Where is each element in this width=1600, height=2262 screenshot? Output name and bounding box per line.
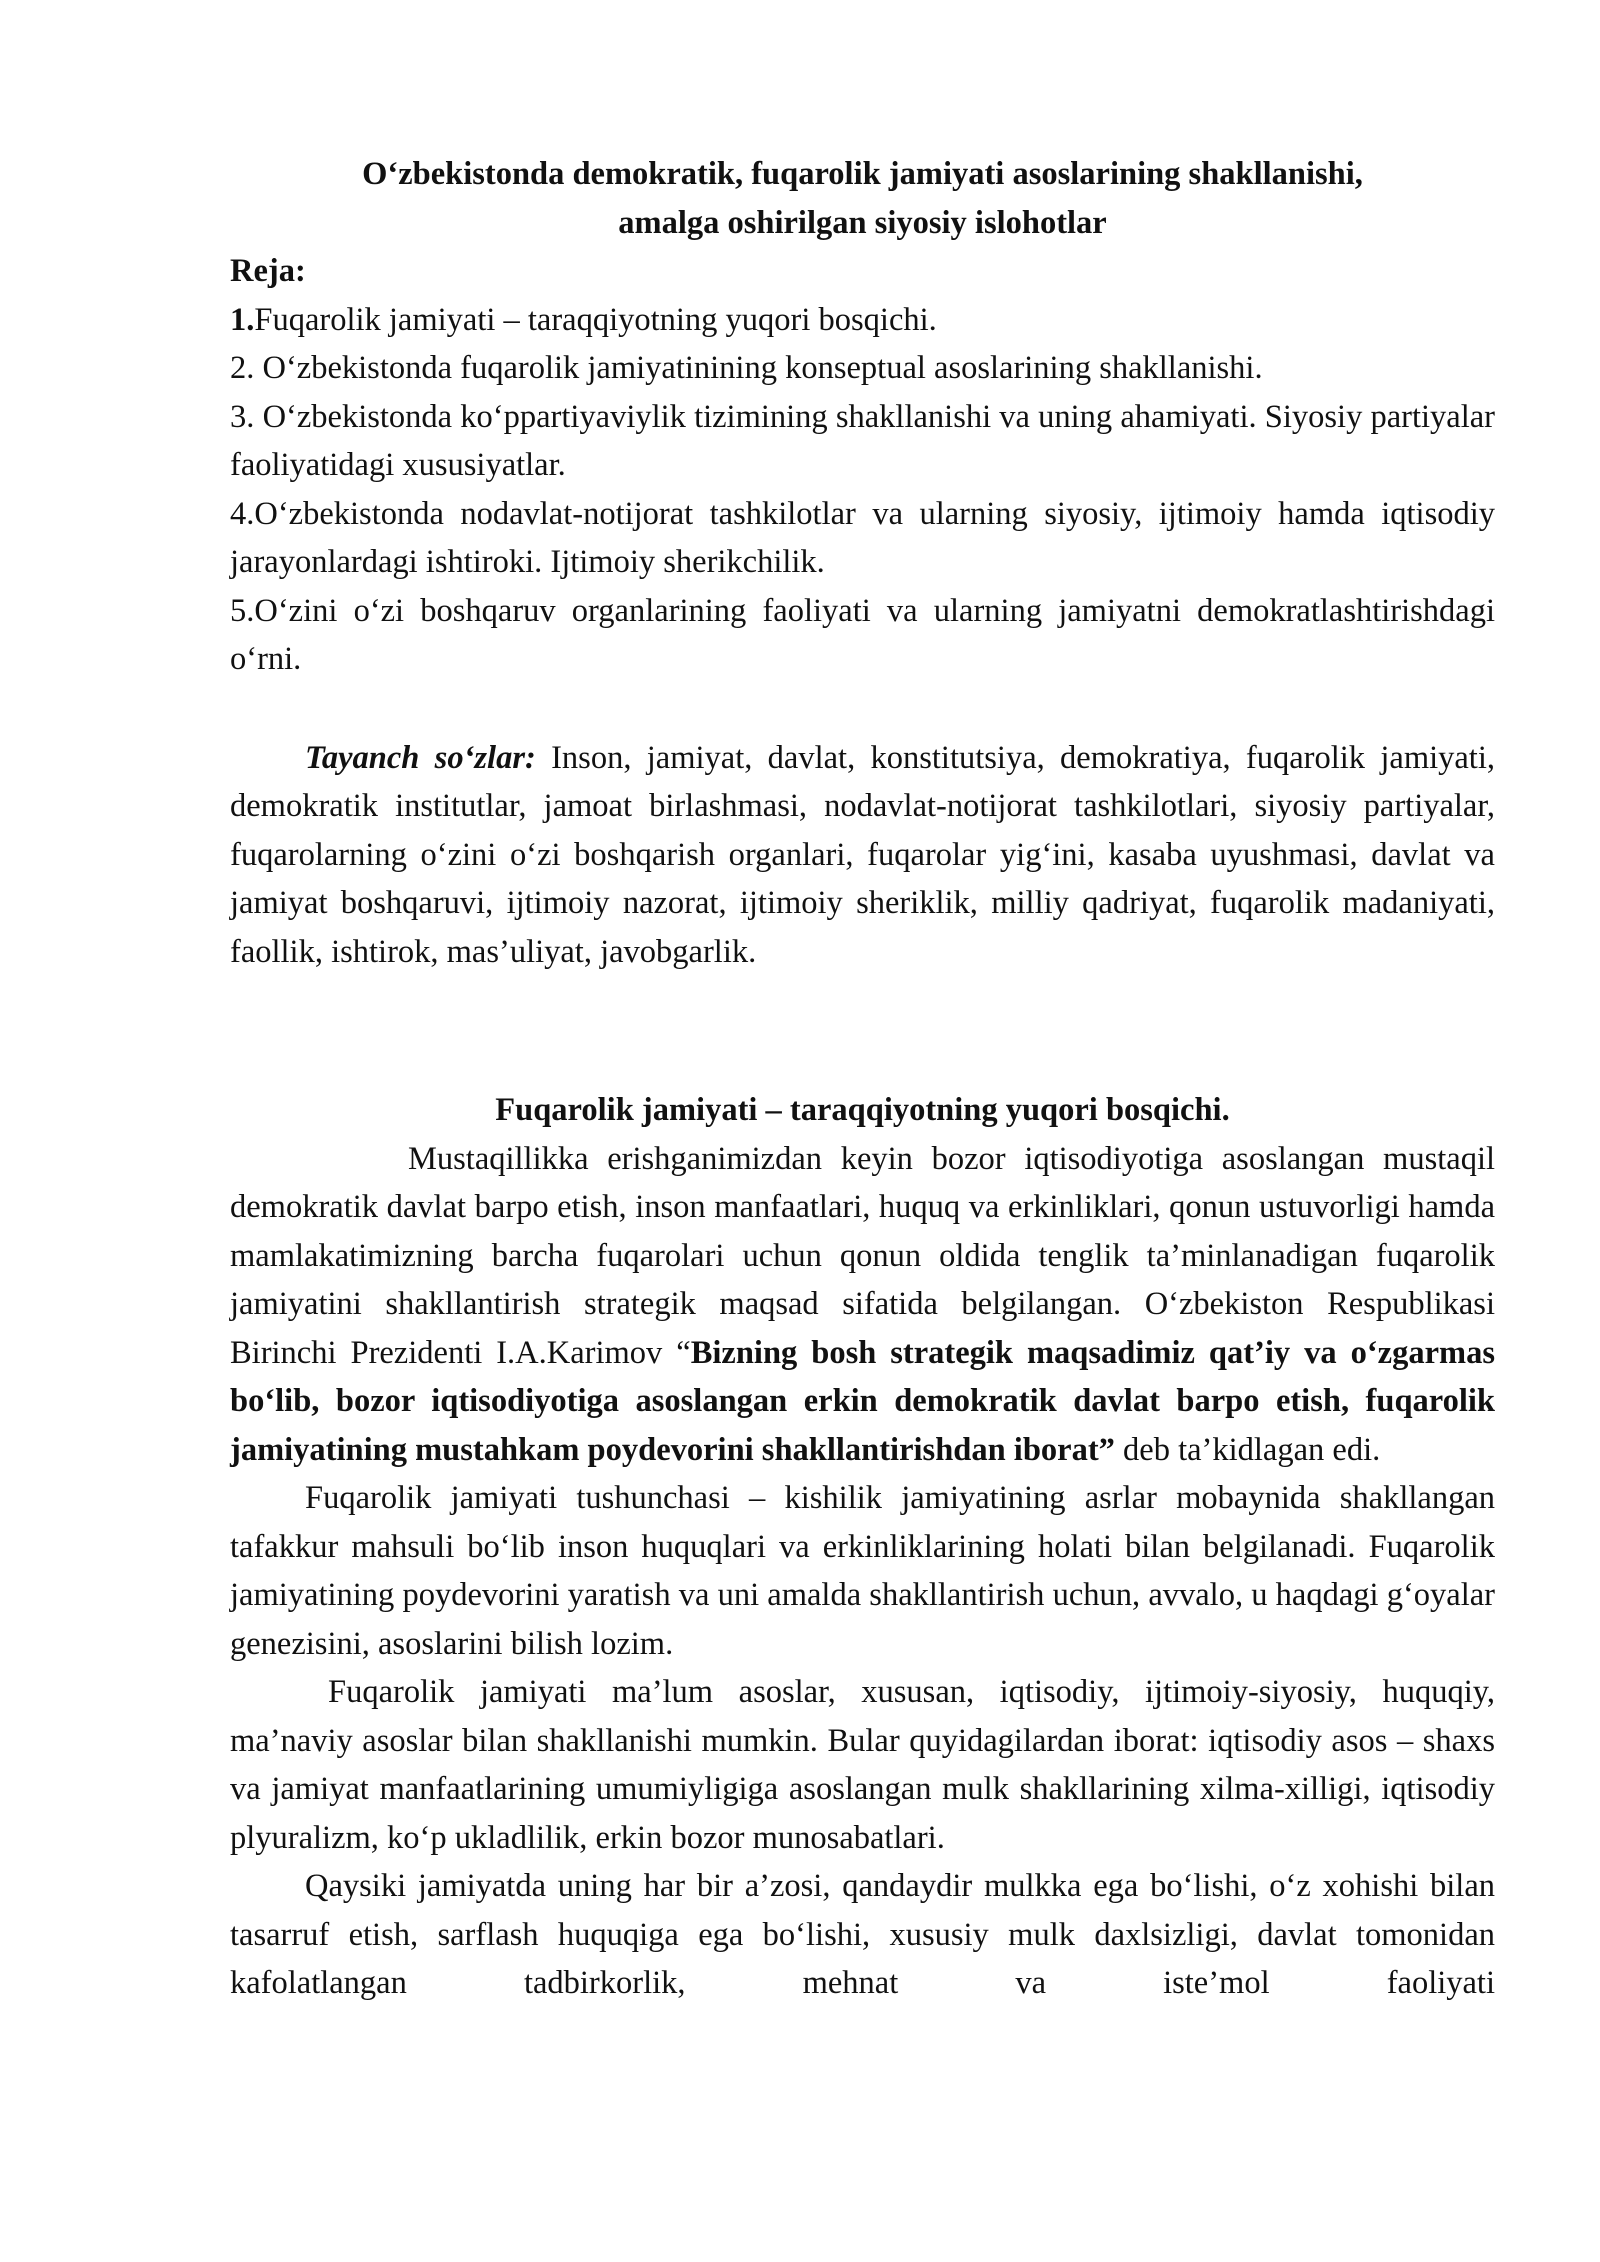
plan-item-2-number: 2. [230,350,263,386]
plan-item-1-text: Fuqarolik jamiyati – taraqqiyotning yuqori bosqichi. [254,301,937,338]
plan-item-1-number: 1. [230,301,255,338]
section-paragraph-3: Fuqarolik jamiyati ma’lum asoslar, xususan, iqtisodiy, ijtimoiy-siyosiy, huquqiy, ma’naviy asoslar bilan shakllanishi mumkin. Bular quyidagilardan iborat: iqtisodiy asos – shaxs va jamiyat manfaatlarining umumiyligiga asoslangan mulk shakllarining xilma-xilligi, iqtisodiy plyuralizm, ko‘p ukladlilik, erkin bozor munosabatlari. [230,1674,1495,1856]
section-title: Fuqarolik jamiyati – taraqqiyotning yuqori bosqichi. [495,1092,1230,1128]
keywords-paragraph [230,734,1495,977]
plan-item-4 [230,490,1495,587]
karimov-quote: Bizning bosh strategik maqsadimiz qat’iy va o‘zgarmas bo‘lib, bozor iqtisodiyotiga asoslangan erkin demokratik davlat barpo etish, fuqarolik jamiyatining mustahkam poydevorini shakllantirishdan iborat” [230,1334,1495,1468]
plan-item-5 [230,587,1495,684]
spacer [230,684,1495,734]
section-paragraph-1-tail: deb ta’kidlagan edi. [1114,1431,1381,1468]
plan-item-1 [230,296,1495,345]
section-paragraph-1-text: Mustaqillikka erishganimizdan keyin bozor iqtisodiyotiga asoslangan mustaqil demokratik davlat barpo etish, inson manfaatlari, huquq va erkinliklari, qonun ustuvorligi hamda mamlakatimizning barcha fuqarolari uchun qonun oldida tenglik ta’minlanadigan fuqarolik jamiyatini shakllantirish strategik maqsad sifatida belgilangan. O‘zbekiston Respublikasi Birinchi Prezidenti I.A.Karimov “ [230,1140,1495,1371]
plan-label: Reja: [230,253,306,289]
spacer [230,976,1495,1086]
document-title-line-2: amalga oshirilgan siyosiy islohotlar [618,204,1107,241]
plan-item-4-number: 4. [230,495,255,532]
plan-item-5-number: 5. [230,592,255,629]
plan-item-4-text: O‘zbekistonda nodavlat-notijorat tashkilotlar va ularning siyosiy, ijtimoiy hamda iqtisodiy jarayonlardagi ishtiroki. Ijtimoiy sherikchilik. [230,495,1495,580]
section-paragraph-1 [230,1135,1495,1475]
plan-item-5-text: O‘zini o‘zi boshqaruv organlarining faoliyati va ularning jamiyatni demokratlashtirishdagi o‘rni. [230,592,1495,677]
document-page [230,150,1495,2008]
plan-item-2-text: O‘zbekistonda fuqarolik jamiyatinining konseptual asoslarining shakllanishi. [262,350,1263,386]
plan-item-3 [230,393,1495,490]
plan-item-3-text: O‘zbekistonda ko‘ppartiyaviylik tizimining shakllanishi va uning ahamiyati. Siyosiy partiyalar faoliyatidagi xususiyatlar. [230,398,1495,483]
keywords-text: Inson, jamiyat, davlat, konstitutsiya, demokratiya, fuqarolik jamiyati, demokratik institutlar, jamoat birlashmasi, nodavlat-notijorat tashkilotlari, siyosiy partiyalar, fuqarolarning o‘zini o‘zi boshqarish organlari, fuqarolar yig‘ini, kasaba uyushmasi, davlat va jamiyat boshqaruvi, ijtimoiy nazorat, ijtimoiy sheriklik, milliy qadriyat, fuqarolik madaniyati, faollik, ishtirok, mas’uliyat, javobgarlik. [230,739,1495,970]
section-paragraph-2: Fuqarolik jamiyati tushunchasi – kishilik jamiyatining asrlar mobaynida shakllangan tafakkur mahsuli bo‘lib inson huquqlari va erkinliklarining holati bilan belgilanadi. Fuqarolik jamiyatining poydevorini yaratish va uni amalda shakllantirish uchun, avvalo, u haqdagi g‘oyalar genezisini, asoslarini bilish lozim. [230,1480,1495,1662]
document-title [230,150,1495,247]
plan-item-2 [230,344,1495,393]
plan-item-3-number: 3. [230,398,263,435]
keywords-label: Tayanch so‘zlar: [305,739,536,776]
section-paragraph-4: Qaysiki jamiyatda uning har bir a’zosi, qandaydir mulkka ega bo‘lishi, o‘z xohishi bilan tasarruf etish, sarflash huquqiga ega bo‘lishi, xususiy mulk daxlsizligi, davlat tomonidan kafolatlangan tadbirkorlik, mehnat va iste’mol faoliyati [230,1868,1495,2001]
document-title-line-1: O‘zbekistonda demokratik, fuqarolik jamiyati asoslarining shakllanishi, [362,156,1363,192]
